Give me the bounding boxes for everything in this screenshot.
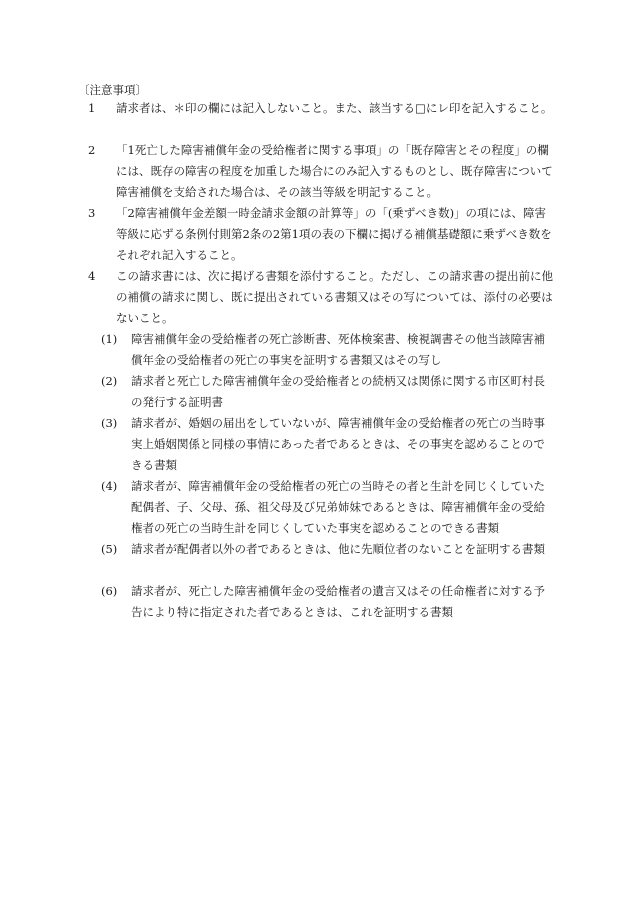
- sub-item-text: 請求者が、障害補償年金の受給権者の死亡の当時その者と生計を同じくしていた配偶者、子、父母、孫、祖父母及び兄弟姉妹であるときは、障害補償年金の受給権者の死亡の当時生計を同じくしていた事実を認めることのできる書類: [131, 479, 545, 535]
- sub-item: [101, 329, 551, 371]
- sub-item-text: 障害補償年金の受給権者の死亡診断書、死体検案書、検視調書その他当該障害補償年金の受給権者の死亡の事実を証明する書類又はその写し: [131, 332, 545, 367]
- sub-item: [101, 476, 551, 539]
- sub-item-number: (3): [101, 416, 118, 430]
- note-text: この請求書には、次に掲げる書類を添付すること。ただし、この請求書の提出前に他の補償の請求に関し、既に提出されている書類又はその写については、添付の必要はないこと。: [116, 269, 553, 325]
- sub-item-number: (5): [101, 542, 118, 556]
- sub-item-text: 請求者が、婚姻の届出をしていないが、障害補償年金の受給権者の死亡の当時事実上婚姻関係と同様の事情にあった者であるときは、その事実を認めることのできる書類: [131, 416, 545, 472]
- note-item: [88, 203, 553, 266]
- sub-item-text: 請求者と死亡した障害補償年金の受給権者との続柄又は関係に関する市区町村長の発行する証明書: [131, 374, 545, 409]
- sub-item-text: 請求者が配偶者以外の者であるときは、他に先順位者のないことを証明する書類: [131, 542, 545, 556]
- note-item: [88, 266, 553, 329]
- sub-item-number: (4): [101, 479, 118, 493]
- notes-heading: 〔注意事項〕: [78, 83, 147, 97]
- note-item: [88, 98, 553, 119]
- note-text: 「2障害補償年金差額一時金請求金額の計算等」の「(乗ずべき数)」の項には、障害等級に応ずる条例付則第2条の2第1項の表の下欄に掲げる補償基礎額に乗ずべき数をそれぞれ記入すること。: [116, 206, 552, 262]
- sub-item: [101, 413, 551, 476]
- note-item: [88, 140, 553, 203]
- note-number: 1: [88, 101, 96, 115]
- note-text: 請求者は、＊印の欄には記入しないこと。また、該当する□にレ印を記入すること。: [116, 101, 553, 115]
- sub-item: [101, 371, 551, 413]
- note-number: 2: [88, 143, 96, 157]
- note-number: 4: [88, 269, 96, 283]
- note-number: 3: [88, 206, 96, 220]
- sub-item-number: (2): [101, 374, 118, 388]
- sub-item-number: (6): [101, 584, 118, 598]
- sub-item-number: (1): [101, 332, 118, 346]
- sub-item: [101, 581, 551, 623]
- note-text: 「1死亡した障害補償年金の受給権者に関する事項」の「既存障害とその程度」の欄には、既存の障害の程度を加重した場合にのみ記入するものとし、既存障害について障害補償を支給された場合は、その該当等級を明記すること。: [116, 143, 553, 199]
- sub-item: [101, 539, 551, 560]
- sub-item-text: 請求者が、死亡した障害補償年金の受給権者の遺言又はその任命権者に対する予告により特に指定された者であるときは、これを証明する書類: [131, 584, 545, 619]
